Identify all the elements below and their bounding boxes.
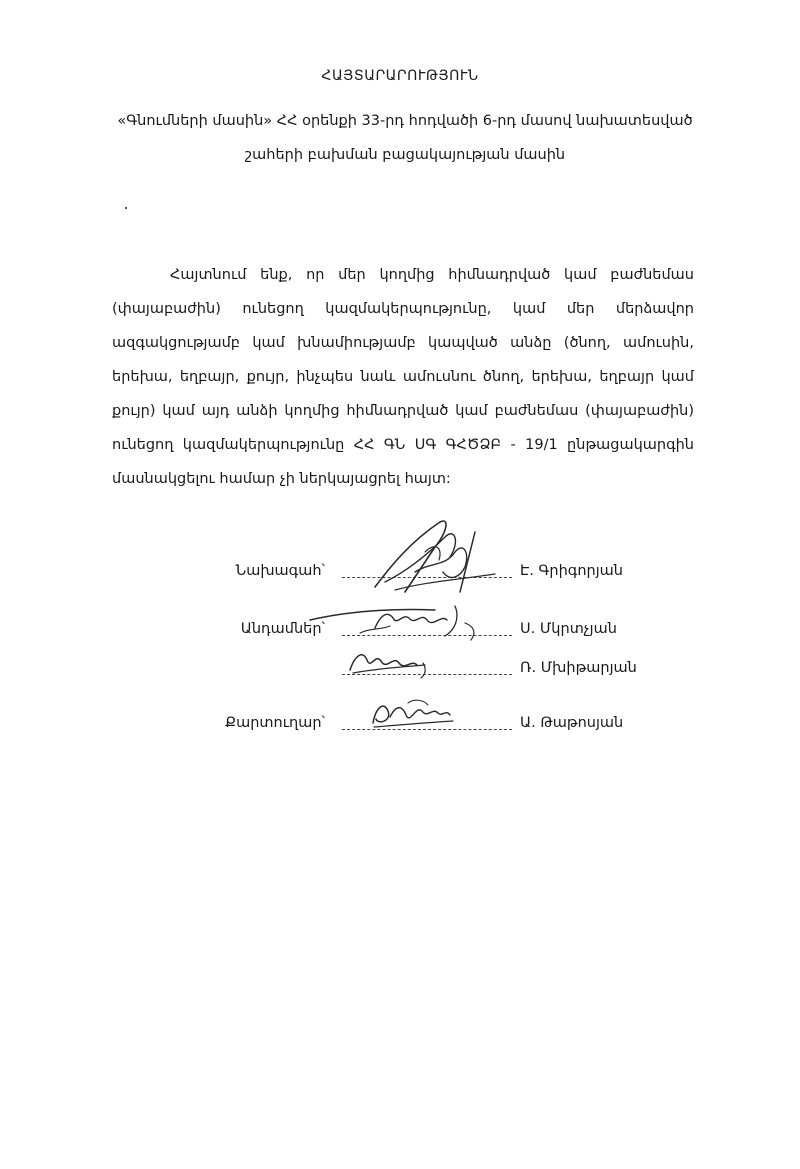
signature-member-2: [345, 645, 435, 680]
signatory-role: Անդամներ՝: [240, 621, 325, 637]
signature-chairman: [355, 512, 505, 602]
document-subtitle: «Գնումների մասին» ՀՀ օրենքի 33-րդ հոդվածի 6-րդ մասով նախատեսված շահերի բախման բացակայության մասին: [117, 113, 693, 163]
declaration-body: Հայտնում ենք, որ մեր կողմից հիմնադրված կամ բաժնեմաս (փայաբաժին) ունեցող կազմակերպությունը, կամ մեր մերձավոր ազգակցությամբ կամ խնամիությամբ կապված անձը (ծնող, ամուսին, երեխա, եղբայր, քույր, ինչպես նաև ամուսնու ծնող, երեխա, եղբայր կամ քույր) կամ այդ անձի կողմից հիմնադրված կամ բաժնեմաս (փայաբաժին) ունեցող կազմակերպությունը ՀՀ ԳՆ ՍԳ ԳՀԾՁԲ - 19/1 ընթացակարգին մասնակցելու համար չի ներկայացրել հայտ:: [112, 267, 694, 487]
signatory-name: Է. Գրիգորյան: [520, 563, 623, 579]
signatory-name: Ռ. Մխիթարյան: [520, 660, 637, 676]
signatory-name: Ս. Մկրտչյան: [520, 621, 617, 637]
signatory-name: Ա. Թաթոսյան: [520, 715, 624, 731]
signature-member-1: [305, 598, 485, 643]
signatory-role: Նախագահ՝: [235, 563, 325, 579]
signature-secretary: [368, 695, 458, 735]
document-title: ՀԱՅՏԱՐԱՐՈՒԹՅՈՒՆ: [321, 68, 479, 84]
scan-speck: [125, 207, 127, 209]
signatory-role: Քարտուղար՝: [225, 715, 325, 731]
